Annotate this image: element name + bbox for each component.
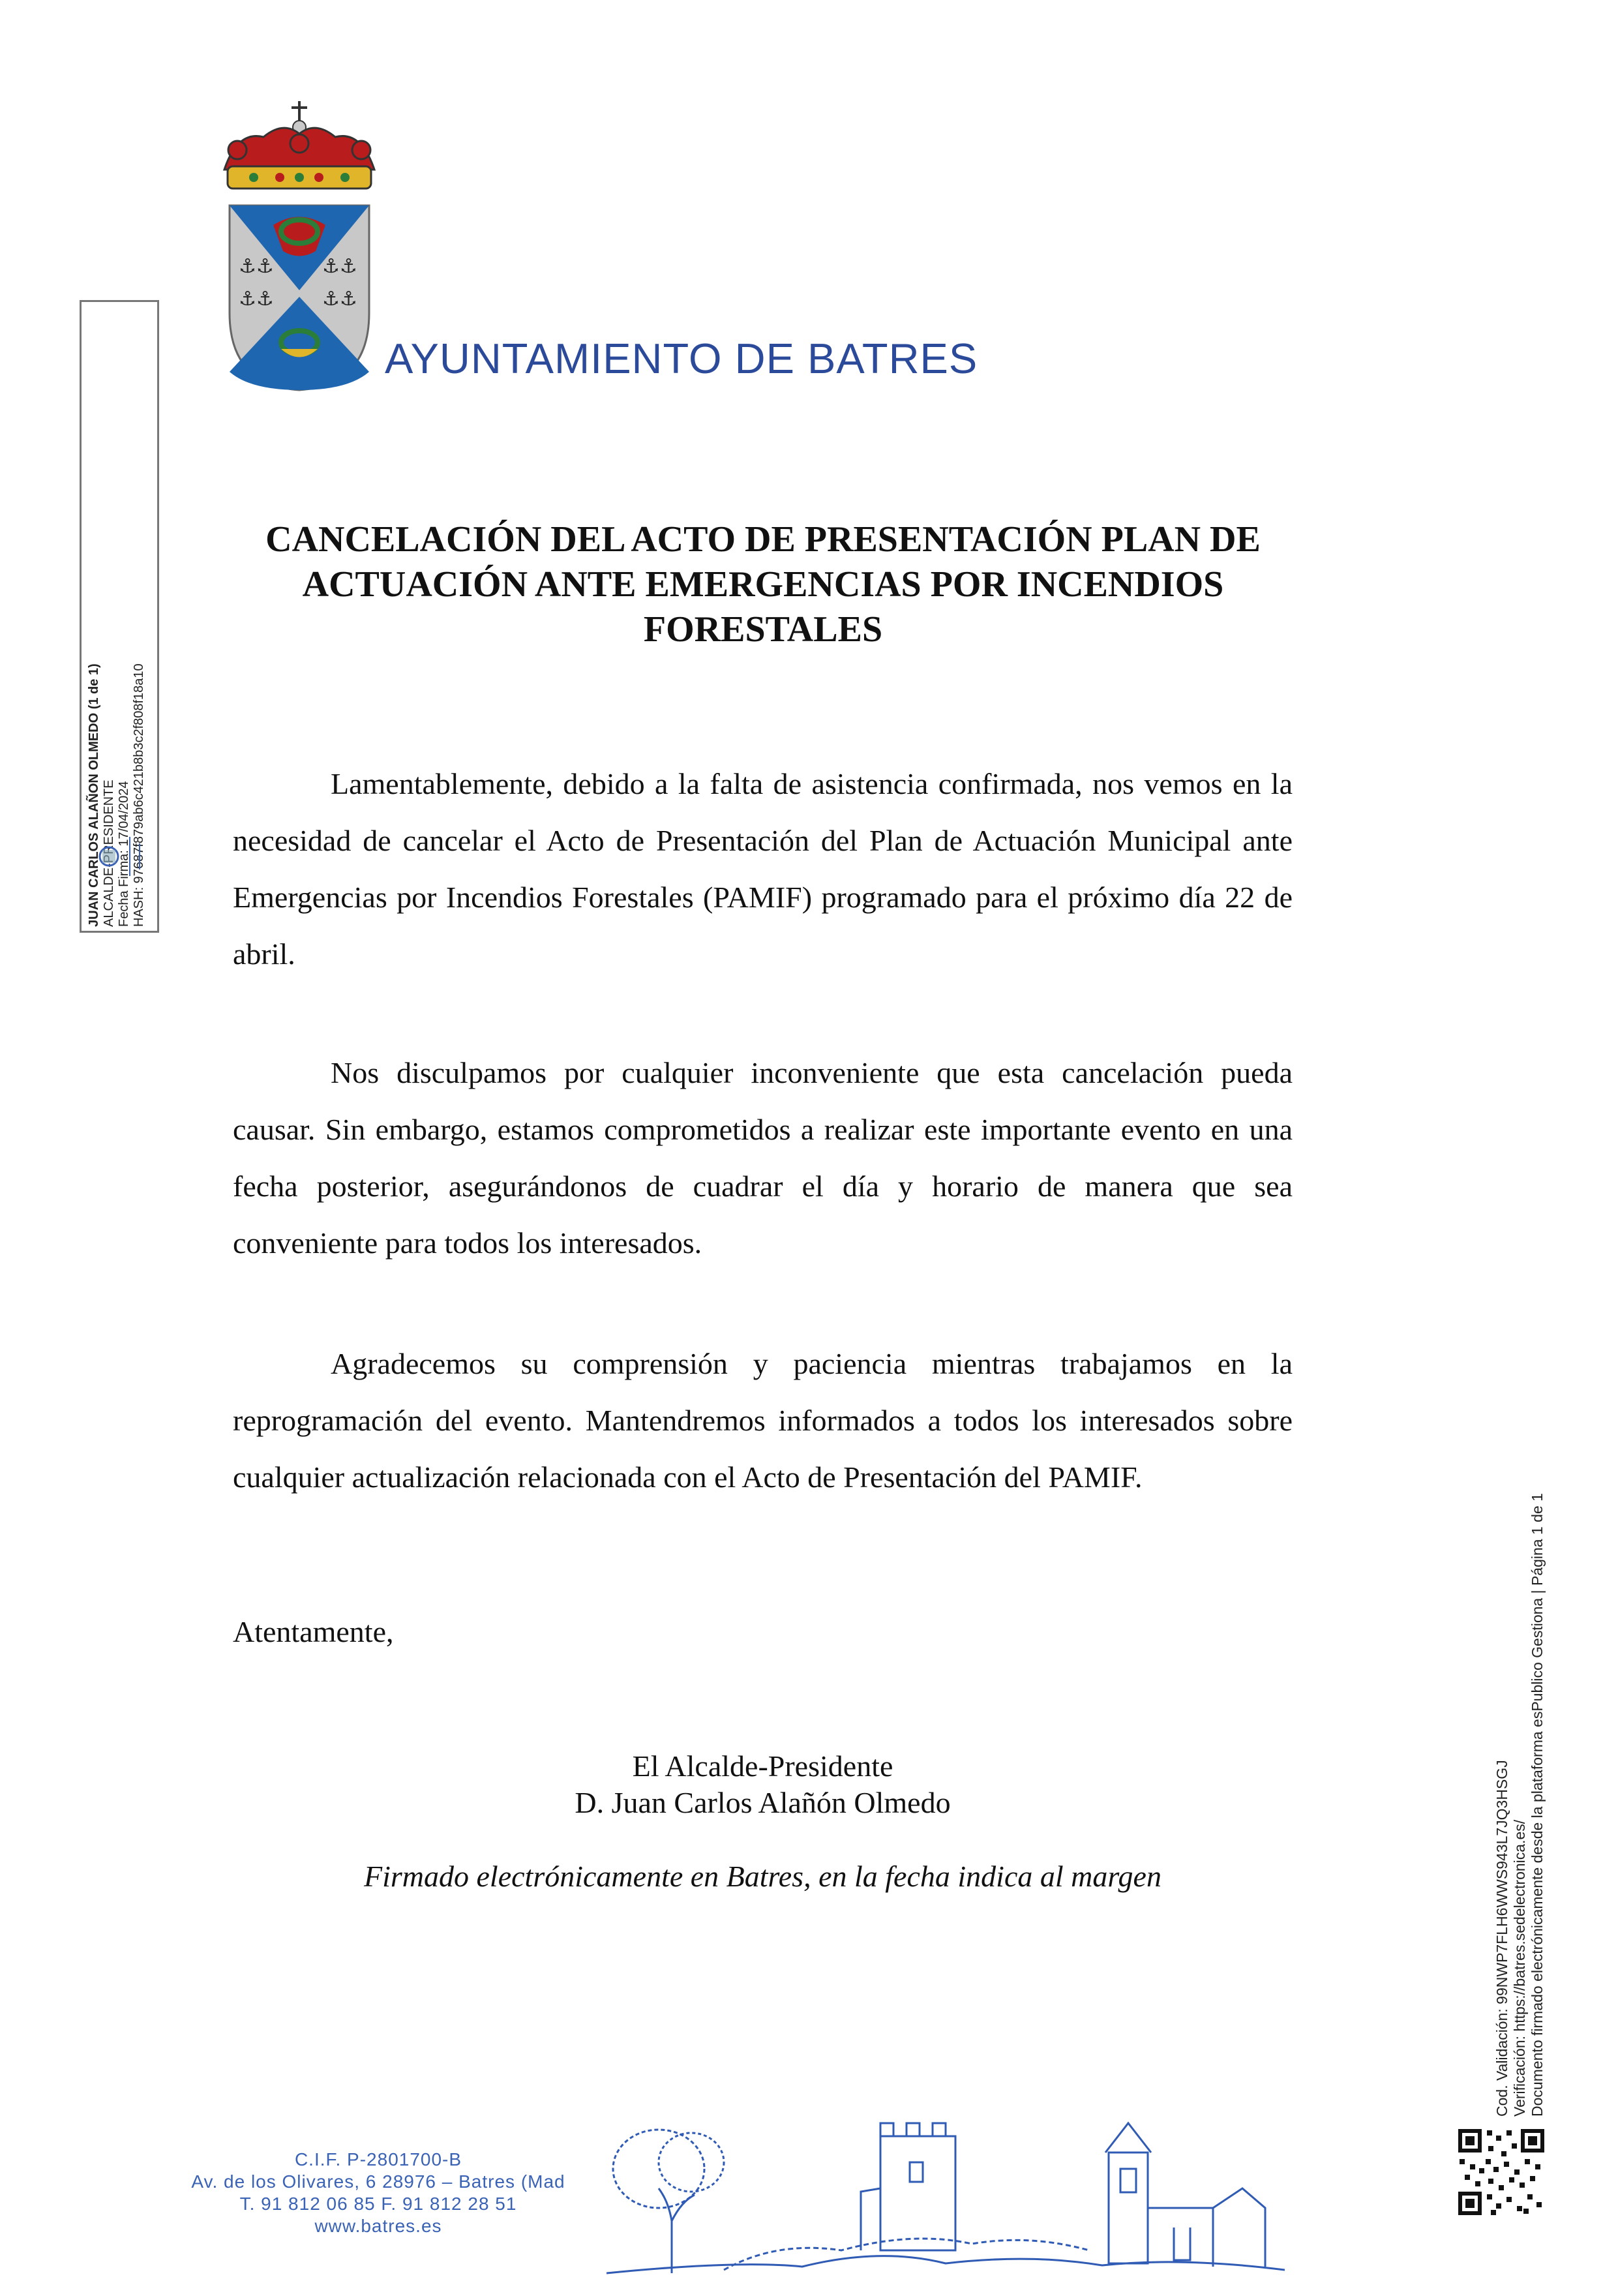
closing-text: Atentamente, bbox=[233, 1615, 394, 1648]
stamp-hash: HASH: 97687f879ab6c421b8b3c2f808f18a10 bbox=[132, 663, 146, 927]
footer-cif: C.I.F. P-2801700-B bbox=[294, 2149, 462, 2169]
footer-web[interactable]: www.batres.es bbox=[314, 2216, 442, 2236]
svg-text:⚓⚓: ⚓⚓ bbox=[239, 255, 274, 278]
footer-address: Av. de los Olivares, 6 28976 – Batres (Mad bbox=[191, 2171, 565, 2192]
signature-block bbox=[233, 1748, 1293, 1821]
paragraph-1: Lamentablemente, debido a la falta de asistencia confirmada, nos vemos en la necesidad de cancelar el Acto de Presentación del Plan de Actuación Municipal ante Emergencias por Incendios Forestales (PAMIF) programado para el próximo día 22 de abril. bbox=[233, 767, 1293, 971]
stamp-date: Fecha Firma: 17/04/2024 bbox=[117, 781, 131, 927]
stamp-signer: JUAN CARLOS ALAÑON OLMEDO (1 de 1) bbox=[87, 663, 101, 927]
qr-code-icon[interactable] bbox=[1456, 2126, 1547, 2218]
verification-note: Documento firmado electrónicamente desde la plataforma esPublico Gestiona | Página 1 de 1 bbox=[1529, 1493, 1546, 2117]
paragraph-2: Nos disculpamos por cualquier inconveniente que esta cancelación pueda causar. Sin embargo, estamos comprometidos a realizar este importante evento en una fecha posterior, asegurándonos de cuadrar el día y horario de manera que sea conveniente para todos los interesados. bbox=[233, 1056, 1293, 1260]
town-landscape-illustration bbox=[607, 2110, 1285, 2283]
footer-contact bbox=[157, 2149, 600, 2237]
verification-url[interactable]: Verificación: https://batres.sedelectronica.es/ bbox=[1511, 1819, 1528, 2117]
svg-text:⚓⚓: ⚓⚓ bbox=[322, 255, 357, 278]
title-line-2: ACTUACIÓN ANTE EMERGENCIAS POR INCENDIOS bbox=[302, 564, 1224, 605]
paragraph-3: Agradecemos su comprensión y paciencia mientras trabajamos en la reprogramación del evento. Mantendremos informados a todos los interesados sobre cualquier actualización relacionada con el Acto de Presentación del PAMIF. bbox=[233, 1347, 1293, 1494]
signature-stamp bbox=[80, 300, 159, 933]
coat-of-arms-logo bbox=[218, 98, 381, 391]
verification-code: Cod. Validación: 99NWP7FLH6WWS943L7JQ3HSGJ bbox=[1493, 1760, 1510, 2117]
organization-name: AYUNTAMIENTO DE BATRES bbox=[385, 335, 978, 382]
stamp-seal-icon bbox=[91, 824, 149, 889]
verification-text bbox=[1493, 1432, 1546, 2117]
footer-phones: T. 91 812 06 85 F. 91 812 28 51 bbox=[239, 2194, 517, 2214]
signer-name: D. Juan Carlos Alañón Olmedo bbox=[575, 1786, 951, 1819]
signed-note: Firmado electrónicamente en Batres, en la fecha indica al margen bbox=[364, 1860, 1161, 1893]
signer-role: El Alcalde-Presidente bbox=[632, 1749, 893, 1783]
svg-text:⚓⚓: ⚓⚓ bbox=[322, 288, 357, 310]
title-line-1: CANCELACIÓN DEL ACTO DE PRESENTACIÓN PLAN DE bbox=[265, 519, 1261, 560]
document-title bbox=[215, 517, 1311, 652]
title-line-3: FORESTALES bbox=[643, 609, 883, 650]
svg-text:⚓⚓: ⚓⚓ bbox=[239, 288, 274, 310]
